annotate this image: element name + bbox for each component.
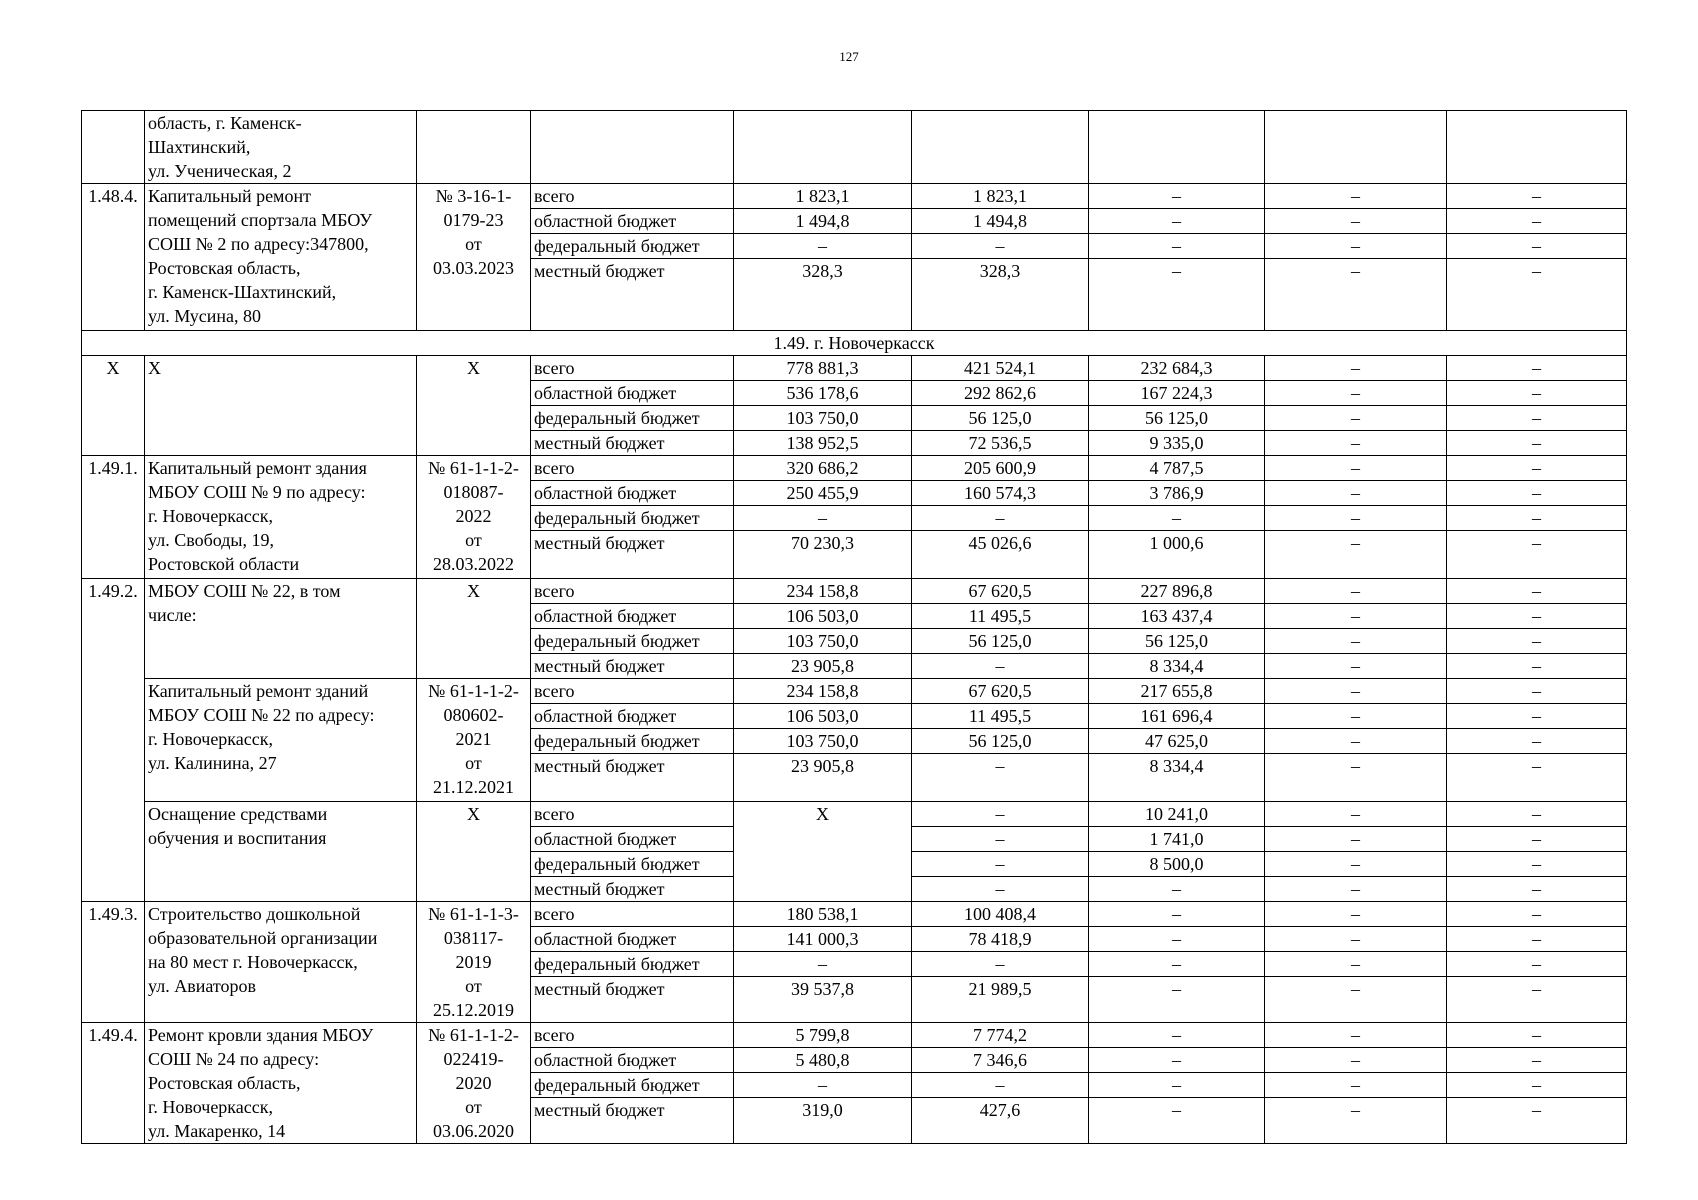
value-cell: 5 799,8 <box>734 1023 912 1048</box>
value-cell: 161 696,4 <box>1089 704 1265 729</box>
value-cell: – <box>912 754 1089 802</box>
value-cell: – <box>1447 209 1627 234</box>
budget-label: областной бюджет <box>531 604 734 629</box>
budget-label: федеральный бюджет <box>531 952 734 977</box>
page-number: 127 <box>839 49 859 64</box>
value-cell: – <box>1265 827 1447 852</box>
value-cell: 106 503,0 <box>734 704 912 729</box>
object-name: Капитальный ремонт помещений спортзала МБОУ СОШ № 2 по адресу:347800, Ростовская область, г. Каменск-Шахтинский, ул. Мусина, 80 <box>145 184 417 331</box>
object-name: МБОУ СОШ № 22, в том числе: <box>145 579 417 679</box>
row-number: 1.49.2. <box>82 579 145 902</box>
value-cell: 1 494,8 <box>912 209 1089 234</box>
document-number: Х <box>417 579 531 679</box>
value-cell: – <box>1265 456 1447 481</box>
value-cell: – <box>1265 209 1447 234</box>
value-cell: – <box>1265 1098 1447 1144</box>
value-cell: 8 500,0 <box>1089 852 1265 877</box>
object-name: Капитальный ремонт здания МБОУ СОШ № 9 по адресу: г. Новочеркасск, ул. Свободы, 19, Ростовской области <box>145 456 417 579</box>
row-number: 1.48.4. <box>82 184 145 331</box>
value-cell: – <box>1089 927 1265 952</box>
value-cell: 47 625,0 <box>1089 729 1265 754</box>
budget-label: областной бюджет <box>531 704 734 729</box>
object-name: Ремонт кровли здания МБОУ СОШ № 24 по адресу: Ростовская область, г. Новочеркасск, ул. Макаренко, 14 <box>145 1023 417 1144</box>
value-cell: – <box>734 234 912 259</box>
table-row <box>82 356 1627 381</box>
value-cell: 1 823,1 <box>912 184 1089 209</box>
budget-label: местный бюджет <box>531 259 734 331</box>
budget-label: всего <box>531 902 734 927</box>
value-cell: – <box>1447 184 1627 209</box>
budget-label: местный бюджет <box>531 431 734 456</box>
object-name: Оснащение средствами обучения и воспитания <box>145 802 417 902</box>
value-cell: – <box>1447 927 1627 952</box>
value-cell: – <box>1089 952 1265 977</box>
value-cell: Х <box>734 802 912 902</box>
value-cell: – <box>1265 802 1447 827</box>
value-cell: – <box>1265 852 1447 877</box>
value-cell <box>417 111 531 184</box>
value-cell: – <box>734 952 912 977</box>
section-title: 1.49. г. Новочеркасск <box>82 331 1627 356</box>
value-cell: 56 125,0 <box>1089 406 1265 431</box>
value-cell: 23 905,8 <box>734 654 912 679</box>
table-row <box>82 902 1627 927</box>
budget-label: местный бюджет <box>531 654 734 679</box>
row-number: 1.49.4. <box>82 1023 145 1144</box>
value-cell: – <box>912 952 1089 977</box>
value-cell: – <box>1265 654 1447 679</box>
value-cell: 167 224,3 <box>1089 381 1265 406</box>
value-cell: – <box>1447 852 1627 877</box>
value-cell: – <box>1089 1098 1265 1144</box>
value-cell: – <box>1447 704 1627 729</box>
row-number: Х <box>82 356 145 456</box>
value-cell: – <box>912 852 1089 877</box>
value-cell: – <box>1447 1048 1627 1073</box>
value-cell: 103 750,0 <box>734 729 912 754</box>
value-cell: 141 000,3 <box>734 927 912 952</box>
budget-label: областной бюджет <box>531 927 734 952</box>
budget-label: местный бюджет <box>531 1098 734 1144</box>
document-number: № 61-1-1-2- 080602- 2021 от 21.12.2021 <box>417 679 531 802</box>
document-number: № 61-1-1-3- 038117- 2019 от 25.12.2019 <box>417 902 531 1023</box>
budget-label: областной бюджет <box>531 381 734 406</box>
value-cell: 56 125,0 <box>912 629 1089 654</box>
value-cell: 56 125,0 <box>1089 629 1265 654</box>
table-row <box>82 1023 1627 1048</box>
value-cell: 78 418,9 <box>912 927 1089 952</box>
value-cell: 217 655,8 <box>1089 679 1265 704</box>
value-cell: – <box>1089 234 1265 259</box>
value-cell: 1 000,6 <box>1089 531 1265 579</box>
value-cell: 1 494,8 <box>734 209 912 234</box>
value-cell: 180 538,1 <box>734 902 912 927</box>
document-number: № 3-16-1- 0179-23 от 03.03.2023 <box>417 184 531 331</box>
budget-label: федеральный бюджет <box>531 1073 734 1098</box>
value-cell: – <box>912 506 1089 531</box>
object-name: область, г. Каменск- Шахтинский, ул. Ученическая, 2 <box>145 111 417 184</box>
row-number: 1.49.1. <box>82 456 145 579</box>
value-cell: – <box>1447 604 1627 629</box>
value-cell: – <box>1447 481 1627 506</box>
value-cell: – <box>1089 977 1265 1023</box>
row-number <box>82 111 145 184</box>
value-cell: 234 158,8 <box>734 579 912 604</box>
value-cell: 205 600,9 <box>912 456 1089 481</box>
value-cell: 250 455,9 <box>734 481 912 506</box>
value-cell: – <box>1265 1023 1447 1048</box>
budget-label: областной бюджет <box>531 1048 734 1073</box>
value-cell: 328,3 <box>912 259 1089 331</box>
value-cell: 319,0 <box>734 1098 912 1144</box>
value-cell <box>531 111 734 184</box>
value-cell: – <box>1447 1098 1627 1144</box>
value-cell: – <box>1089 1048 1265 1073</box>
value-cell: – <box>1265 1048 1447 1073</box>
value-cell: 103 750,0 <box>734 406 912 431</box>
value-cell: – <box>1089 259 1265 331</box>
budget-table <box>81 110 1627 1144</box>
value-cell: 70 230,3 <box>734 531 912 579</box>
value-cell: – <box>1447 381 1627 406</box>
value-cell: – <box>1447 679 1627 704</box>
value-cell: 292 862,6 <box>912 381 1089 406</box>
budget-label: федеральный бюджет <box>531 406 734 431</box>
value-cell: 320 686,2 <box>734 456 912 481</box>
value-cell <box>1447 111 1627 184</box>
value-cell: – <box>1265 604 1447 629</box>
value-cell: – <box>1447 754 1627 802</box>
value-cell: – <box>1447 531 1627 579</box>
value-cell: 421 524,1 <box>912 356 1089 381</box>
value-cell: 1 741,0 <box>1089 827 1265 852</box>
document-number: № 61-1-1-2- 018087- 2022 от 28.03.2022 <box>417 456 531 579</box>
value-cell <box>1089 111 1265 184</box>
value-cell: 39 537,8 <box>734 977 912 1023</box>
value-cell: – <box>1447 977 1627 1023</box>
value-cell: 5 480,8 <box>734 1048 912 1073</box>
budget-label: федеральный бюджет <box>531 506 734 531</box>
table-row <box>82 579 1627 604</box>
value-cell: 160 574,3 <box>912 481 1089 506</box>
value-cell: – <box>1447 1073 1627 1098</box>
budget-label: всего <box>531 679 734 704</box>
budget-label: местный бюджет <box>531 877 734 902</box>
object-name: Капитальный ремонт зданий МБОУ СОШ № 22 по адресу: г. Новочеркасск, ул. Калинина, 27 <box>145 679 417 802</box>
budget-label: федеральный бюджет <box>531 852 734 877</box>
value-cell: – <box>912 1073 1089 1098</box>
section-row <box>82 331 1627 356</box>
value-cell: – <box>1265 406 1447 431</box>
value-cell <box>734 111 912 184</box>
value-cell: – <box>1265 902 1447 927</box>
value-cell: 232 684,3 <box>1089 356 1265 381</box>
value-cell: – <box>1447 654 1627 679</box>
value-cell: – <box>1089 902 1265 927</box>
value-cell: 227 896,8 <box>1089 579 1265 604</box>
value-cell: – <box>1265 259 1447 331</box>
value-cell: – <box>1265 381 1447 406</box>
value-cell: 4 787,5 <box>1089 456 1265 481</box>
table-row <box>82 679 1627 704</box>
value-cell: – <box>1447 1023 1627 1048</box>
value-cell: 67 620,5 <box>912 679 1089 704</box>
row-number: 1.49.3. <box>82 902 145 1023</box>
value-cell <box>912 111 1089 184</box>
value-cell: – <box>1265 952 1447 977</box>
value-cell: 45 026,6 <box>912 531 1089 579</box>
value-cell: – <box>1265 356 1447 381</box>
table-row <box>82 111 1627 184</box>
value-cell: 1 823,1 <box>734 184 912 209</box>
value-cell: – <box>1265 234 1447 259</box>
value-cell: 23 905,8 <box>734 754 912 802</box>
value-cell: – <box>1265 679 1447 704</box>
value-cell: 328,3 <box>734 259 912 331</box>
table-row <box>82 456 1627 481</box>
value-cell: 56 125,0 <box>912 406 1089 431</box>
value-cell: – <box>1447 356 1627 381</box>
budget-label: всего <box>531 802 734 827</box>
value-cell: – <box>1447 431 1627 456</box>
value-cell: – <box>912 877 1089 902</box>
value-cell: – <box>1089 209 1265 234</box>
value-cell: 11 495,5 <box>912 704 1089 729</box>
value-cell: 778 881,3 <box>734 356 912 381</box>
value-cell: – <box>1447 259 1627 331</box>
budget-label: местный бюджет <box>531 531 734 579</box>
value-cell: – <box>1265 977 1447 1023</box>
value-cell: 7 346,6 <box>912 1048 1089 1073</box>
value-cell: 106 503,0 <box>734 604 912 629</box>
value-cell: – <box>912 654 1089 679</box>
value-cell: 100 408,4 <box>912 902 1089 927</box>
value-cell: – <box>1265 729 1447 754</box>
value-cell <box>1265 111 1447 184</box>
value-cell: – <box>734 506 912 531</box>
document-number: Х <box>417 356 531 456</box>
value-cell: – <box>1447 456 1627 481</box>
value-cell: 21 989,5 <box>912 977 1089 1023</box>
value-cell: 163 437,4 <box>1089 604 1265 629</box>
value-cell: – <box>1265 704 1447 729</box>
value-cell: – <box>1265 1073 1447 1098</box>
value-cell: 103 750,0 <box>734 629 912 654</box>
value-cell: – <box>1447 952 1627 977</box>
value-cell: – <box>1447 902 1627 927</box>
value-cell: – <box>1447 827 1627 852</box>
value-cell: – <box>1447 506 1627 531</box>
value-cell: – <box>1089 184 1265 209</box>
value-cell: 67 620,5 <box>912 579 1089 604</box>
value-cell: – <box>912 234 1089 259</box>
budget-label: местный бюджет <box>531 754 734 802</box>
budget-label: всего <box>531 579 734 604</box>
value-cell: 138 952,5 <box>734 431 912 456</box>
value-cell: – <box>1265 431 1447 456</box>
value-cell: – <box>1089 506 1265 531</box>
budget-label: местный бюджет <box>531 977 734 1023</box>
value-cell: 10 241,0 <box>1089 802 1265 827</box>
budget-label: областной бюджет <box>531 209 734 234</box>
object-name: Строительство дошкольной образовательной организации на 80 мест г. Новочеркасск, ул. Авиаторов <box>145 902 417 1023</box>
value-cell: 536 178,6 <box>734 381 912 406</box>
value-cell: – <box>1265 481 1447 506</box>
value-cell: 8 334,4 <box>1089 654 1265 679</box>
object-name: Х <box>145 356 417 456</box>
budget-label: федеральный бюджет <box>531 729 734 754</box>
value-cell: – <box>1089 1073 1265 1098</box>
budget-label: всего <box>531 356 734 381</box>
value-cell: – <box>1447 579 1627 604</box>
value-cell: – <box>1265 531 1447 579</box>
value-cell: – <box>1265 754 1447 802</box>
value-cell: – <box>1447 629 1627 654</box>
value-cell: 427,6 <box>912 1098 1089 1144</box>
budget-label: федеральный бюджет <box>531 234 734 259</box>
value-cell: – <box>1447 234 1627 259</box>
table-row <box>82 802 1627 827</box>
value-cell: 11 495,5 <box>912 604 1089 629</box>
value-cell: 72 536,5 <box>912 431 1089 456</box>
document-number: № 61-1-1-2- 022419- 2020 от 03.06.2020 <box>417 1023 531 1144</box>
budget-label: федеральный бюджет <box>531 629 734 654</box>
budget-label: всего <box>531 1023 734 1048</box>
value-cell: – <box>1089 1023 1265 1048</box>
table-row <box>82 184 1627 209</box>
budget-label: всего <box>531 184 734 209</box>
value-cell: – <box>1447 729 1627 754</box>
value-cell: – <box>912 827 1089 852</box>
value-cell: – <box>1265 927 1447 952</box>
value-cell: – <box>1447 406 1627 431</box>
document-number: Х <box>417 802 531 902</box>
value-cell: 8 334,4 <box>1089 754 1265 802</box>
budget-label: областной бюджет <box>531 827 734 852</box>
value-cell: 56 125,0 <box>912 729 1089 754</box>
value-cell: – <box>1089 877 1265 902</box>
value-cell: 3 786,9 <box>1089 481 1265 506</box>
value-cell: – <box>1447 877 1627 902</box>
value-cell: – <box>1265 184 1447 209</box>
budget-label: всего <box>531 456 734 481</box>
value-cell: – <box>734 1073 912 1098</box>
value-cell: – <box>1265 579 1447 604</box>
value-cell: – <box>912 802 1089 827</box>
value-cell: – <box>1265 629 1447 654</box>
value-cell: 9 335,0 <box>1089 431 1265 456</box>
value-cell: – <box>1447 802 1627 827</box>
value-cell: – <box>1265 877 1447 902</box>
value-cell: – <box>1265 506 1447 531</box>
budget-label: областной бюджет <box>531 481 734 506</box>
value-cell: 234 158,8 <box>734 679 912 704</box>
value-cell: 7 774,2 <box>912 1023 1089 1048</box>
